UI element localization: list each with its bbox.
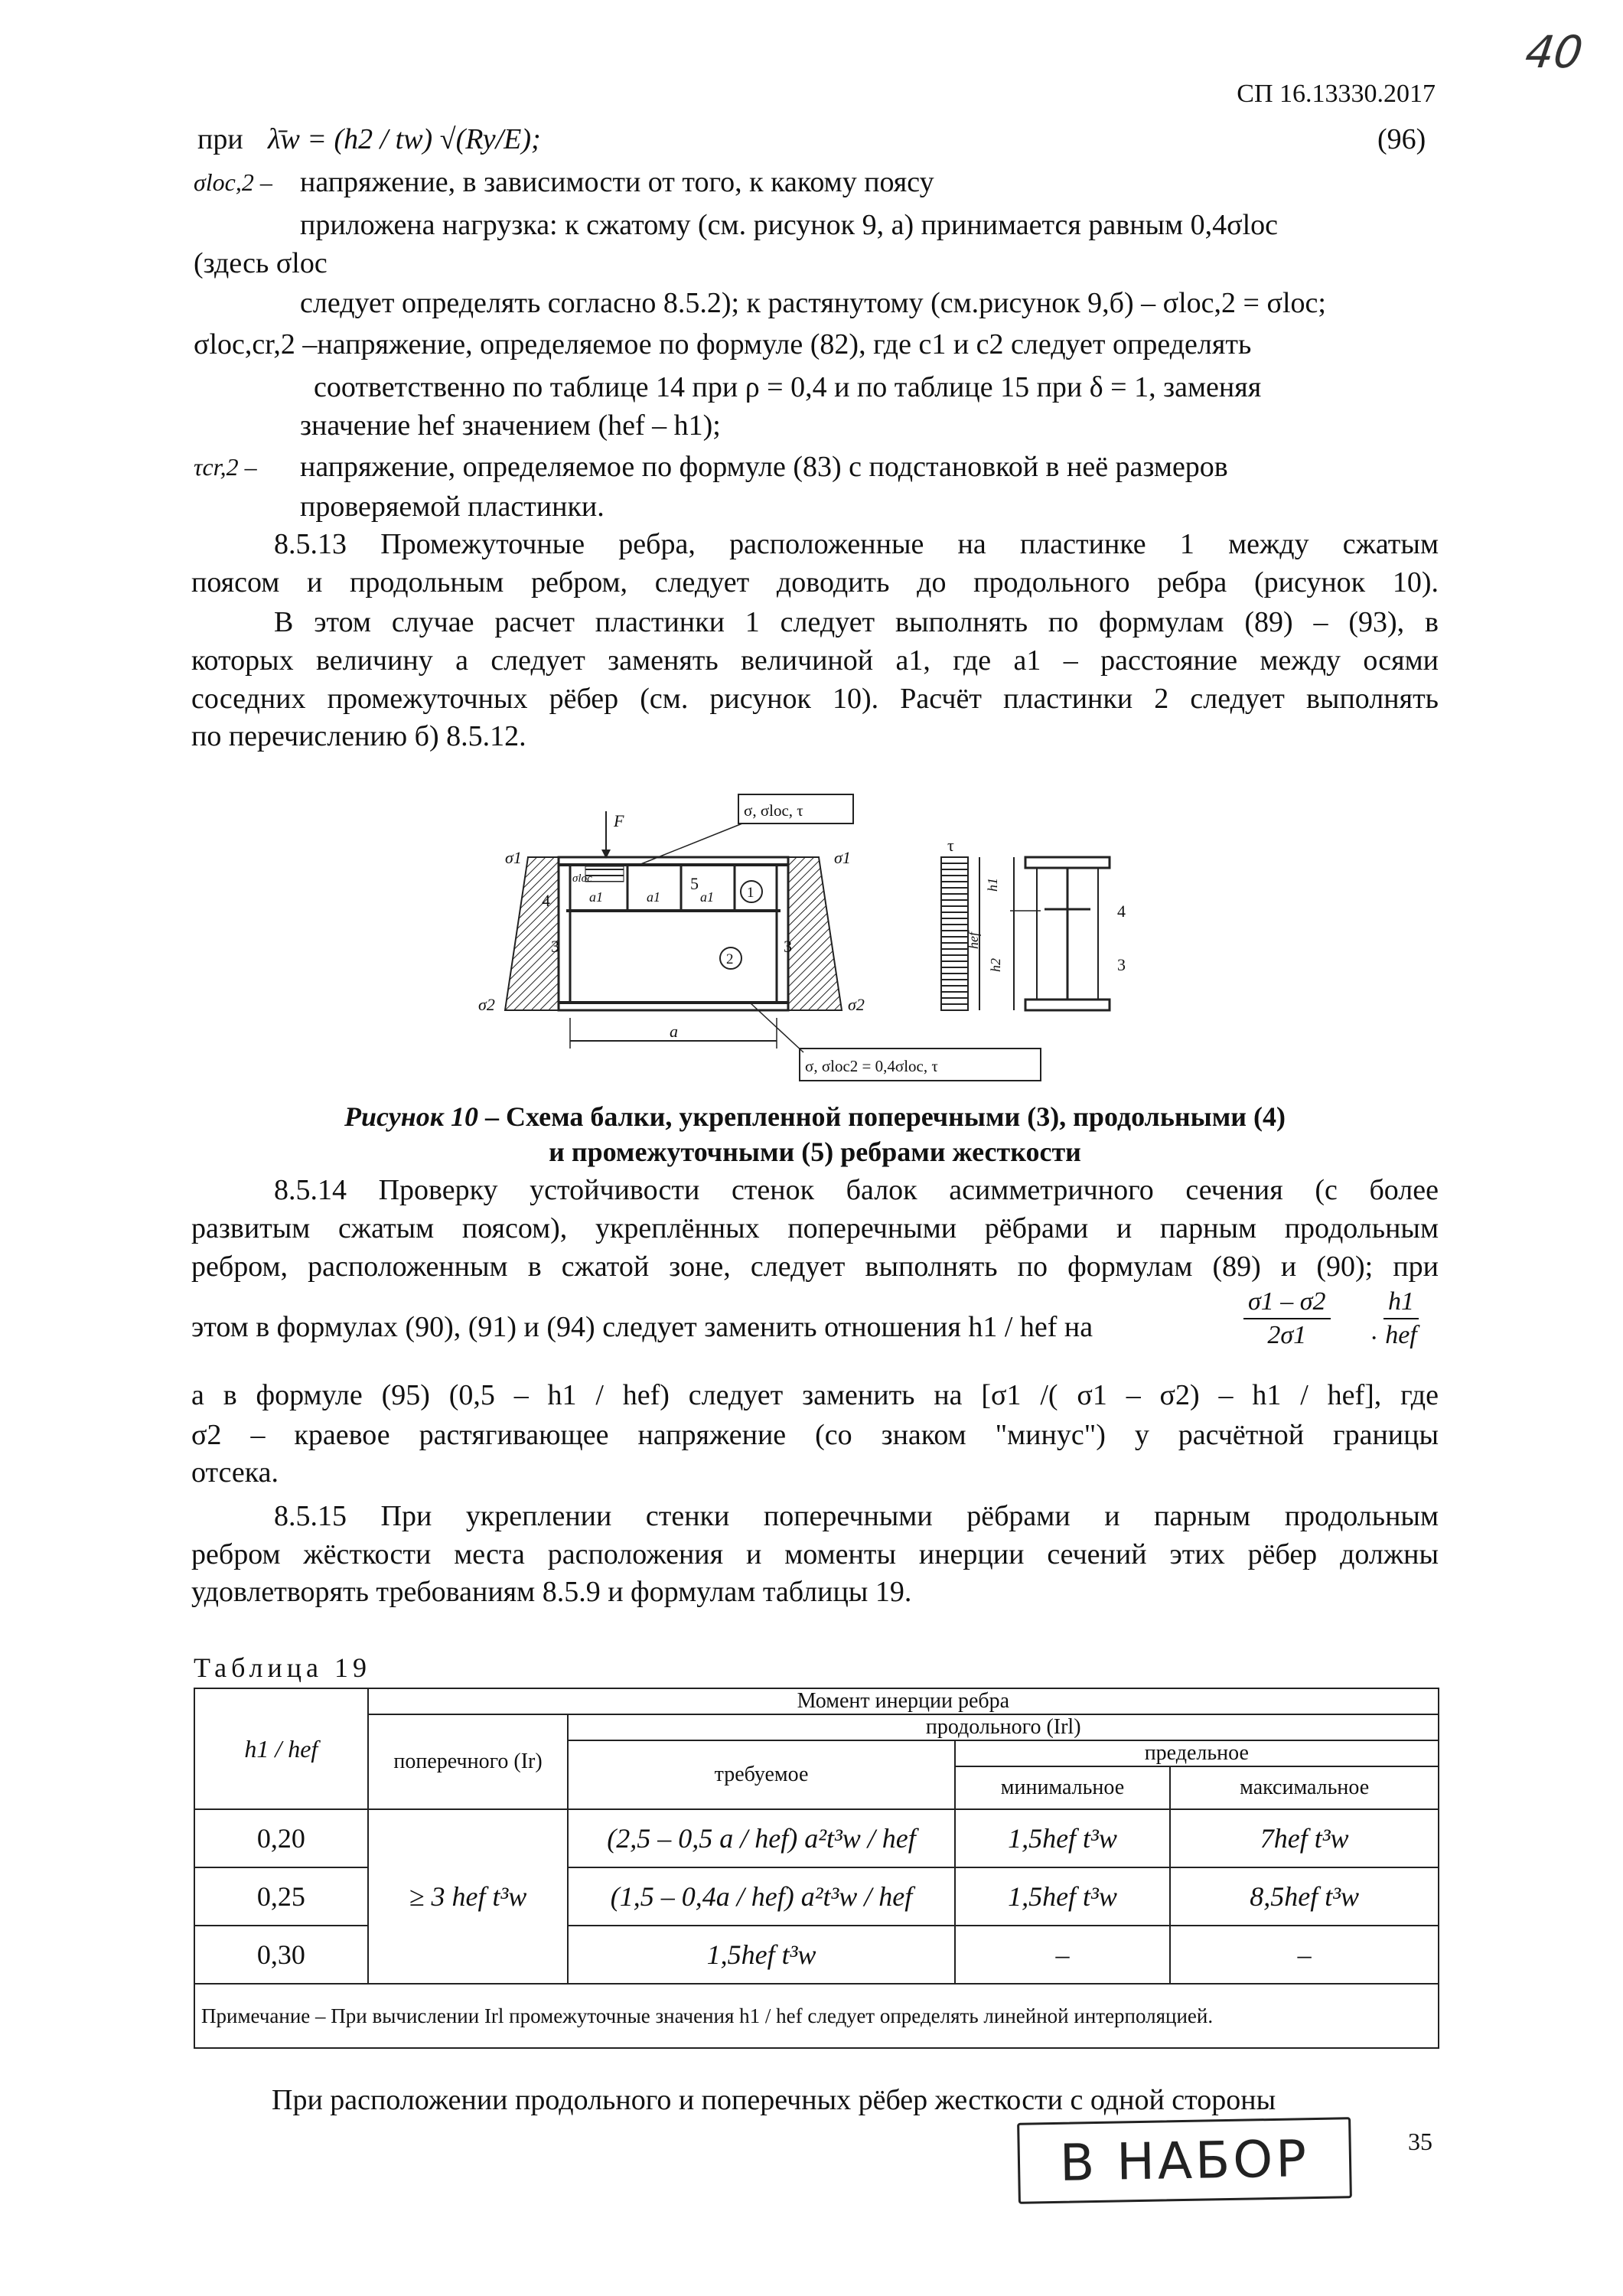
label-section-4: 4 (1117, 902, 1126, 921)
p8514-line5: а в формуле (95) (0,5 – h1 / hef) следует заменить на [σ1 /( σ1 – σ2) – h1 / hef], где (191, 1379, 1439, 1411)
label-sigma-loc: σloc (572, 872, 592, 885)
p8514-line4: этом в формулах (90), (91) и (94) следует заменить отношения h1 / hef на (191, 1311, 1093, 1343)
table-note: Примечание – При вычислении Irl промежуточные значения h1 / hef следует определять линейной интерполяцией. (194, 1984, 1439, 2048)
p8513-line6: по перечислению б) 8.5.12. (191, 720, 526, 752)
table-19-label: Таблица 19 (194, 1652, 371, 1683)
label-sigma2-left: σ2 (478, 995, 495, 1014)
stamp-v-nabor: В НАБОР (1017, 2117, 1352, 2204)
label-box-top: σ, σloc, τ (744, 801, 803, 820)
label-a1-1: a1 (589, 889, 603, 905)
sigma-loccr2-line1: σloc,cr,2 –напряжение, определяемое по формуле (82), где c1 и c2 следует определять (194, 328, 1252, 360)
p8513-line2: поясом и продольным ребром, следует доводить до продольного ребра (рисунок 10). (191, 566, 1439, 598)
sigma-loc2-symbol: σloc,2 – (194, 168, 272, 196)
p8514-line3: ребром, расположенным в сжатой зоне, следует выполнять по формулам (89) и (90); при (191, 1251, 1439, 1283)
figure-caption-line1: Рисунок 10 – Схема балки, укрепленной поперечными (3), продольными (4) (344, 1101, 1286, 1132)
label-sigma1-right: σ1 (834, 848, 851, 867)
label-a1-2: a1 (647, 889, 660, 905)
p8515-line2: ребром жёсткости места расположения и моменты инерции сечений этих рёбер должны (191, 1538, 1439, 1570)
label-box-bottom: σ, σloc2 = 0,4σloc, τ (805, 1057, 938, 1075)
sigma-loc2-line1: напряжение, в зависимости от того, к какому поясу (300, 166, 934, 198)
label-rib-3-left: 3 (551, 937, 559, 956)
header-longitudinal: продольного (Irl) (568, 1714, 1439, 1740)
table-row: 0,20 ≥ 3 hef t³w (2,5 – 0,5 a / hef) a²t³w / hef 1,5hef t³w 7hef t³w (194, 1809, 1439, 1867)
label-rib-5: 5 (690, 874, 699, 893)
p8514-line6: σ2 – краевое растягивающее напряжение (со знаком "минус") у расчётной границы (191, 1419, 1439, 1451)
label-sigma1-left: σ1 (505, 848, 522, 867)
p8515-line3: удовлетворять требованиям 8.5.9 и формулам таблицы 19. (191, 1576, 912, 1608)
label-tau: τ (947, 836, 954, 855)
p8515-line1: 8.5.15 При укреплении стенки поперечными рёбрами и парным продольным (274, 1500, 1439, 1532)
p8514-line1: 8.5.14 Проверку устойчивости стенок балок асимметричного сечения (с более (274, 1174, 1439, 1206)
cross-section (1025, 857, 1110, 868)
table-19 (194, 1688, 1439, 2049)
handwritten-page-number: 40 (1522, 26, 1586, 78)
p8514-line2: развитым сжатым поясом), укреплённых поперечными рёбрами и парным продольным (191, 1212, 1439, 1244)
label-sigma2-right: σ2 (848, 995, 865, 1014)
figure-10-beam-scheme (474, 781, 1178, 1087)
formula-96: λ̄w = (h2 / tw) √(Ry/E); (268, 123, 541, 155)
tau-cr2-line2: проверяемой пластинки. (300, 491, 605, 523)
table-row: 0,30 1,5hef t³w – – (194, 1926, 1439, 1984)
label-plate-2: 2 (726, 951, 734, 967)
right-stress-diagram (788, 857, 842, 1010)
sigma-loc2-line4: следует определять согласно 8.5.2); к растянутому (см.рисунок 9,б) – σloc,2 = σloc; (300, 287, 1326, 319)
header-moment: Момент инерции ребра (368, 1688, 1439, 1714)
tau-cr2-line1: напряжение, определяемое по формуле (83) с подстановкой в неё размеров (300, 451, 1228, 483)
sigma-loccr2-line3: значение hef значением (hef – h1); (300, 409, 721, 442)
sigma-loc2-line2: приложена нагрузка: к сжатому (см. рисунок 9, а) принимается равным 0,4σloc (300, 209, 1279, 241)
header-required: требуемое (568, 1740, 954, 1809)
p8514-line7: отсека. (191, 1456, 279, 1489)
label-hef: hef (966, 932, 981, 949)
p8513-line4: которых величину a следует заменять величиной a1, где a1 – расстояние между осями (191, 644, 1439, 677)
left-stress-diagram (505, 857, 559, 1010)
col-ratio-header: h1 / hef (194, 1688, 368, 1809)
label-section-3: 3 (1117, 955, 1126, 974)
label-a1-3: a1 (700, 889, 714, 905)
sigma-loc2-line3: (здесь σloc (194, 247, 328, 279)
p8513-line1: 8.5.13 Промежуточные ребра, расположенные на пластинке 1 между сжатым (274, 528, 1439, 560)
last-line: При расположении продольного и поперечных рёбер жесткости с одной стороны (272, 2084, 1276, 2116)
p8513-line3: В этом случае расчет пластинки 1 следует выполнять по формулам (89) – (93), в (274, 606, 1439, 638)
label-F: F (614, 811, 624, 830)
label-h2: h2 (988, 958, 1003, 972)
label-rib-4: 4 (542, 891, 550, 910)
transverse-value: ≥ 3 hef t³w (368, 1809, 569, 1984)
tau-diagram (941, 857, 968, 1010)
p8513-line5: соседних промежуточных рёбер (см. рисунок 10). Расчёт пластинки 2 следует выполнять (191, 683, 1439, 715)
fraction-h: h1 hef (1383, 1286, 1419, 1352)
header-limit: предельное (955, 1740, 1439, 1766)
formula-96-prefix: при (197, 123, 243, 155)
header-transverse: поперечного (Ir) (368, 1714, 569, 1809)
page-number: 35 (1408, 2128, 1432, 2155)
figure-caption-line2: и промежуточными (5) ребрами жесткости (549, 1137, 1081, 1167)
fraction-sigma: σ1 – σ2 2σ1 (1243, 1286, 1331, 1352)
header-max: максимальное (1170, 1766, 1439, 1809)
label-rib-3-right: 3 (784, 937, 792, 956)
formula-96-number: (96) (1377, 123, 1426, 155)
tau-cr2-symbol: τcr,2 – (194, 453, 257, 481)
table-row: 0,25 (1,5 – 0,4a / hef) a²t³w / hef 1,5hef t³w 8,5hef t³w (194, 1867, 1439, 1926)
label-a: a (670, 1022, 678, 1041)
document-code: СП 16.13330.2017 (1237, 80, 1436, 108)
sigma-loccr2-line2: соответственно по таблице 14 при ρ = 0,4 и по таблице 15 при δ = 1, заменяя (314, 371, 1262, 403)
header-min: минимальное (955, 1766, 1171, 1809)
label-h1: h1 (985, 878, 1000, 892)
label-plate-1: 1 (747, 885, 754, 901)
